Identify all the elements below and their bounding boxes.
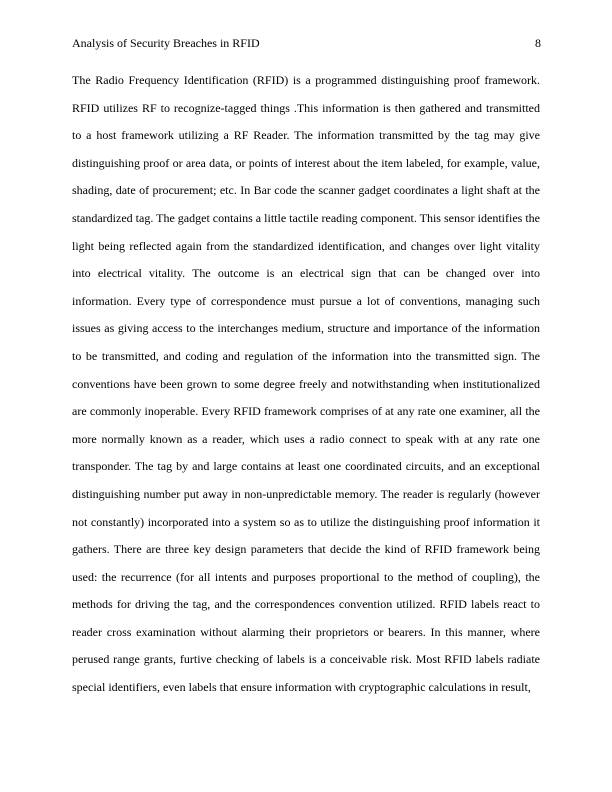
body-paragraph: The Radio Frequency Identification (RFID) is a programmed distinguishing proof framework. RFID utilizes RF to recognize-tagged things .This information is then gathered and transmitted to a host framework utilizing a RF Reader. The information transmitted by the tag may give distinguishing proof or area data, or points of interest about the item labeled, for example, value, shading, date of procurement; etc. In Bar code the scanner gadget coordinates a light shaft at the standardized tag. The gadget contains a little tactile reading component. This sensor identifies the light being reflected again from the standardized identification, and changes over light vitality into electrical vitality. The outcome is an electrical sign that can be changed over into information. Every type of correspondence must pursue a lot of conventions, managing such issues as giving access to the interchanges medium, structure and importance of the information to be transmitted, and coding and regulation of the information into the transmitted sign. The conventions have been grown to some degree freely and notwithstanding when institutionalized are commonly inoperable. Every RFID framework comprises of at any rate one examiner, all the more normally known as a reader, which uses a radio connect to speak with at any rate one transponder. The tag by and large contains at least one coordinated circuits, and an exceptional distinguishing number put away in non-unpredictable memory. The reader is regularly (however not constantly) incorporated into a system so as to utilize the distinguishing proof information it gathers. There are three key design parameters that decide the kind of RFID framework being used: the recurrence (for all intents and purposes proportional to the method of coupling), the methods for driving the tag, and the correspondences convention utilized. RFID labels react to reader cross examination without alarming their proprietors or bearers. In this manner, where perused range grants, furtive checking of labels is a conceivable risk. Most RFID labels radiate special identifiers, even labels that ensure information with cryptographic calculations in result,	[72, 73, 540, 695]
page-number: 8	[535, 36, 541, 50]
running-head: Analysis of Security Breaches in RFID	[72, 36, 260, 50]
